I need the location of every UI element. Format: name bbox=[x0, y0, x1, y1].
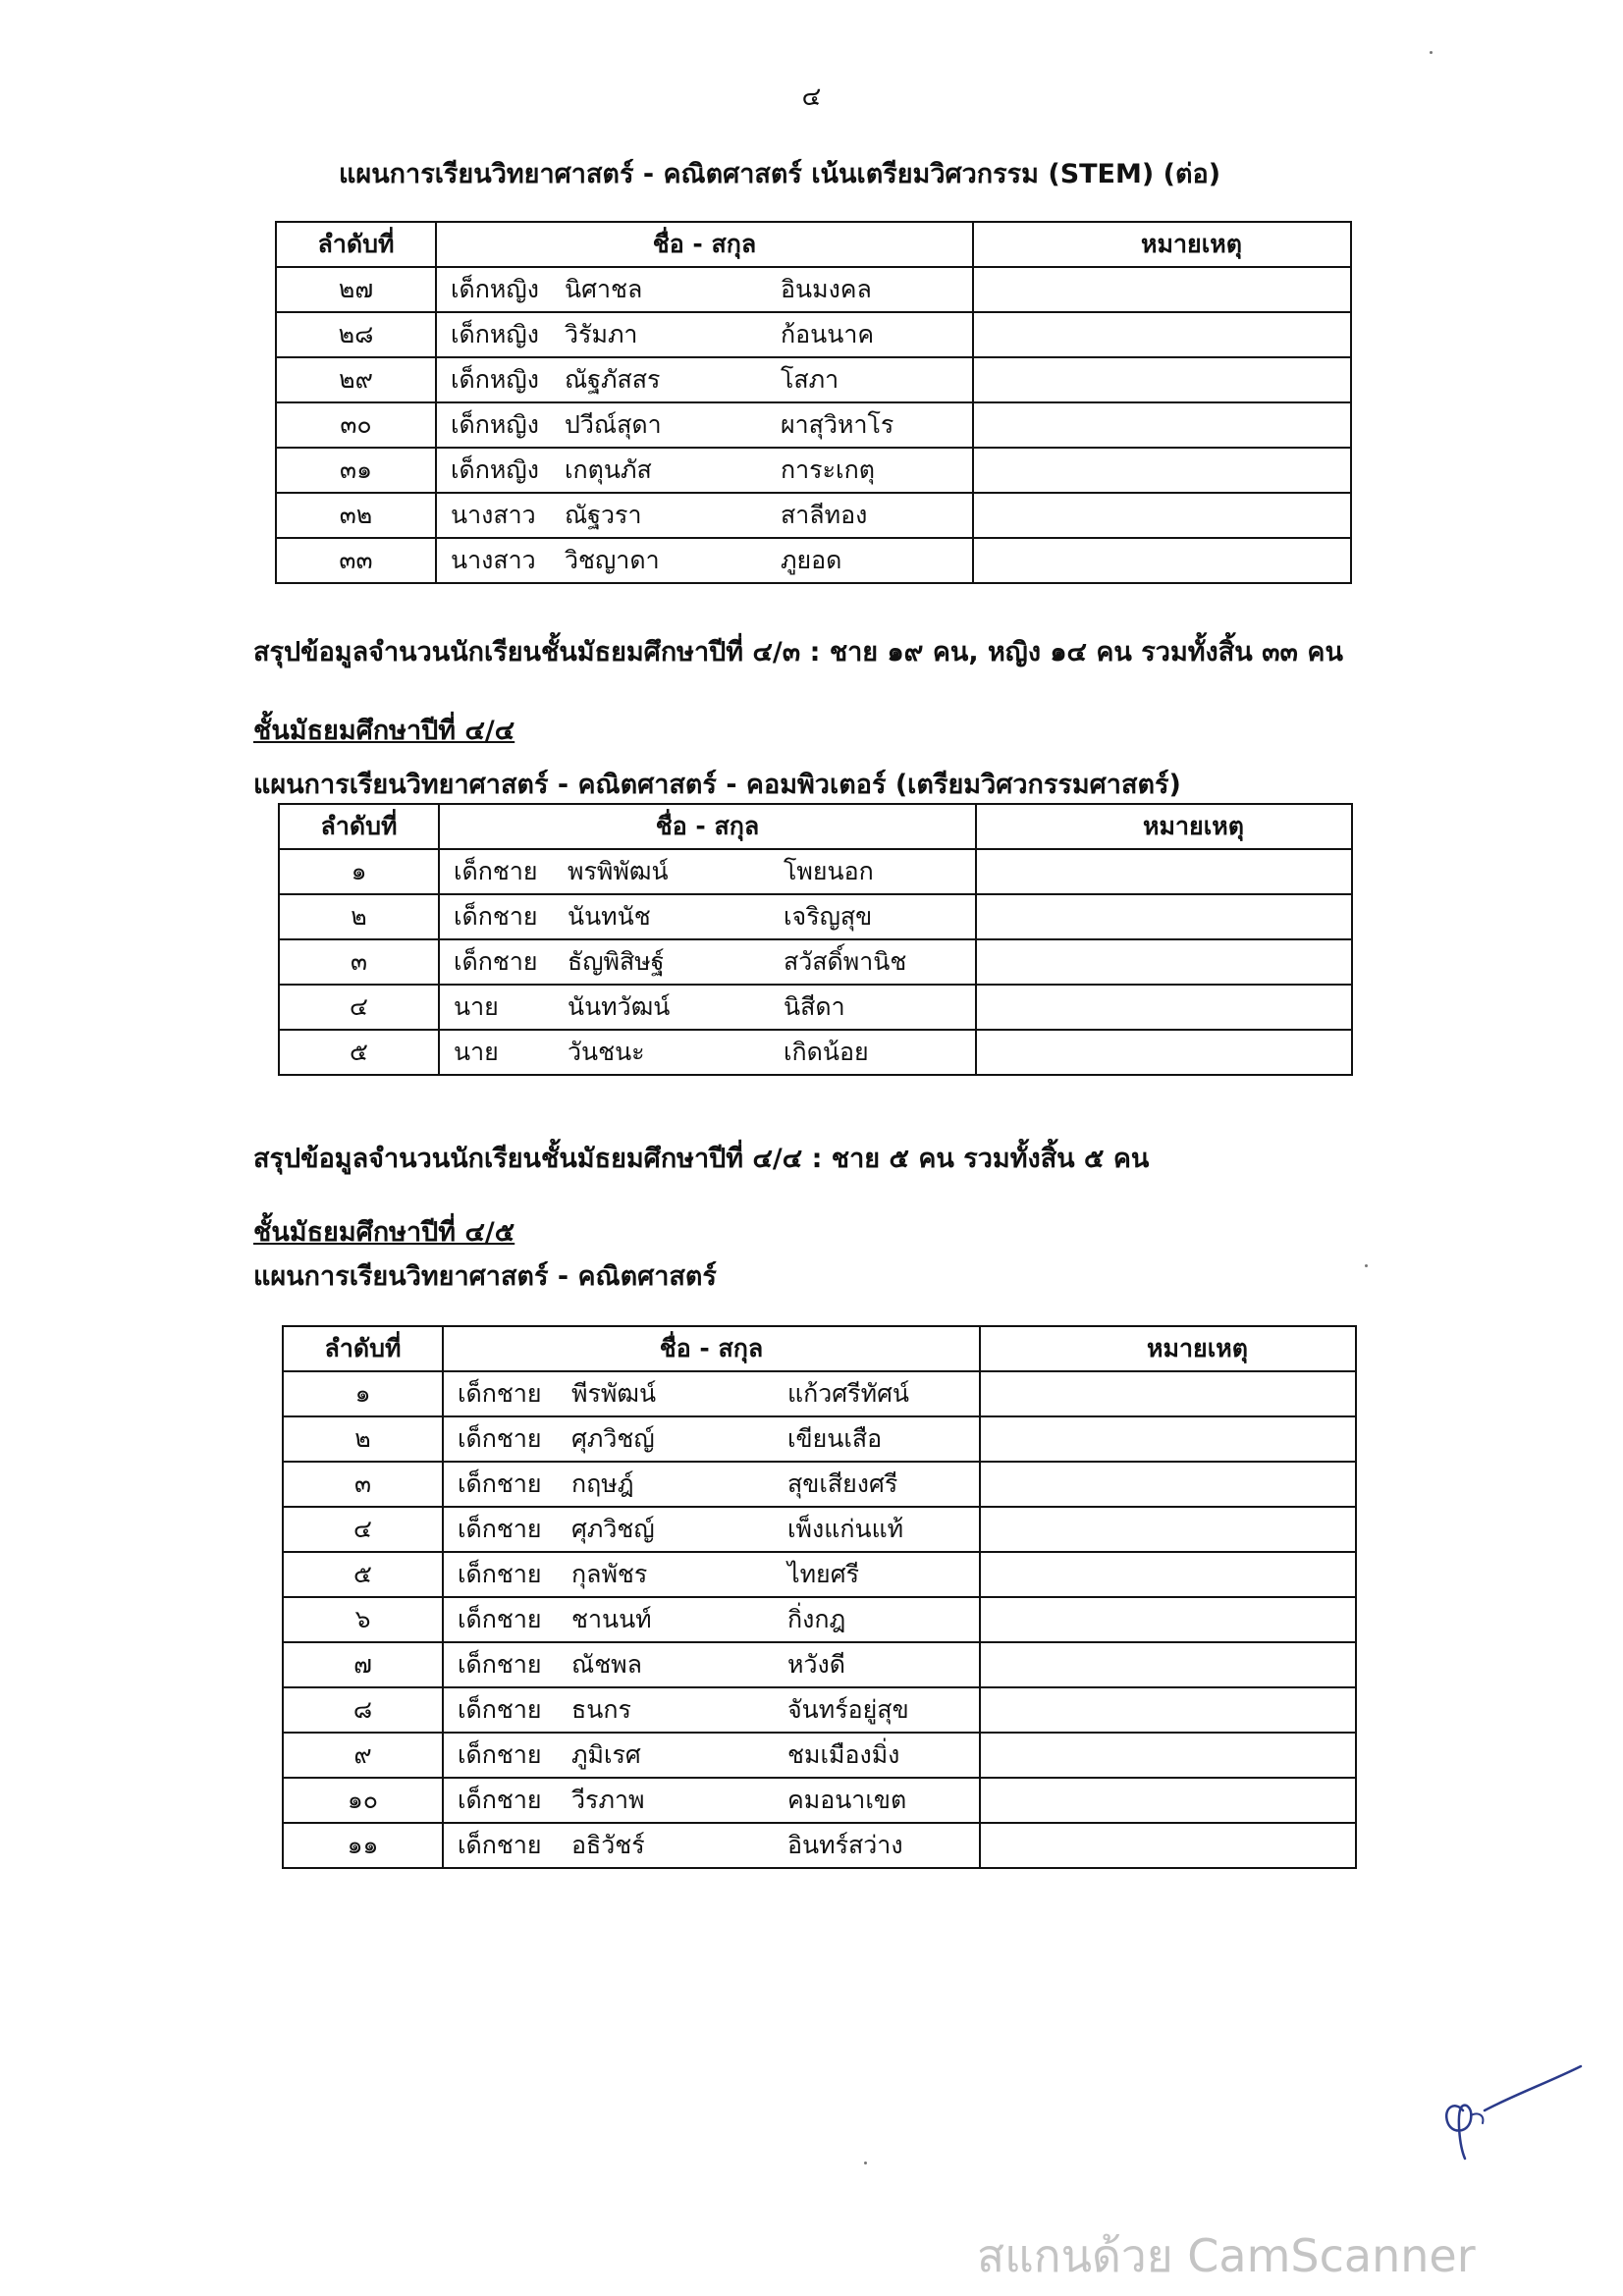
name-title: เด็กชาย bbox=[458, 1740, 542, 1769]
first-name: ภูมิเรศ bbox=[571, 1740, 641, 1769]
name-title: เด็กชาย bbox=[458, 1424, 542, 1453]
student-name bbox=[443, 1642, 980, 1687]
note-cell bbox=[976, 985, 1352, 1030]
first-name: วันชนะ bbox=[568, 1038, 645, 1066]
section-1-plan-heading: แผนการเรียนวิทยาศาสตร์ - คณิตศาสตร์ เน้นเตรียมวิศวกรรม (STEM) (ต่อ) bbox=[339, 159, 1221, 189]
note-cell bbox=[976, 894, 1352, 939]
table-row bbox=[283, 1778, 1356, 1823]
name-title: เด็กหญิง bbox=[451, 275, 539, 303]
summary-4-3: สรุปข้อมูลจำนวนนักเรียนชั้นมัธยมศึกษาปีที่ ๔/๓ : ชาย ๑๙ คน, หญิง ๑๔ คน รวมทั้งสิ้น ๓๓ คน bbox=[253, 637, 1343, 667]
note-cell bbox=[980, 1778, 1356, 1823]
table-row bbox=[283, 1597, 1356, 1642]
first-name: วิรัมภา bbox=[565, 320, 638, 348]
table-row bbox=[279, 1030, 1352, 1075]
table-row bbox=[283, 1552, 1356, 1597]
table-row bbox=[283, 1823, 1356, 1868]
row-number: ๕ bbox=[283, 1552, 443, 1597]
first-name: นิศาชล bbox=[565, 275, 643, 303]
column-header-no: ลำดับที่ bbox=[279, 804, 439, 849]
scan-speck bbox=[864, 2162, 867, 2164]
first-name: ณัฐภัสสร bbox=[565, 365, 661, 394]
table-row bbox=[283, 1462, 1356, 1507]
first-name: ณัฐวรา bbox=[565, 501, 642, 529]
last-name: ไทยศรี bbox=[787, 1560, 859, 1588]
row-number: ๙ bbox=[283, 1733, 443, 1778]
scan-speck bbox=[1365, 1264, 1368, 1267]
note-cell bbox=[980, 1416, 1356, 1462]
note-cell bbox=[976, 1030, 1352, 1075]
note-cell bbox=[976, 939, 1352, 985]
table-row bbox=[276, 493, 1351, 538]
student-name bbox=[443, 1371, 980, 1416]
name-title: นาย bbox=[454, 992, 499, 1021]
student-name bbox=[436, 538, 973, 583]
note-cell bbox=[980, 1733, 1356, 1778]
table-row bbox=[283, 1507, 1356, 1552]
row-number: ๘ bbox=[283, 1687, 443, 1733]
row-number: ๕ bbox=[279, 1030, 439, 1075]
name-title: เด็กชาย bbox=[454, 947, 538, 976]
row-number: ๔ bbox=[283, 1507, 443, 1552]
row-number: ๓ bbox=[283, 1462, 443, 1507]
first-name: วิชญาดา bbox=[565, 546, 660, 574]
first-name: ศุภวิชญ์ bbox=[571, 1515, 655, 1543]
name-title: นาย bbox=[454, 1038, 499, 1066]
last-name: สาลีทอง bbox=[781, 501, 868, 529]
row-number: ๒ bbox=[279, 894, 439, 939]
last-name: ชมเมืองมิ่ง bbox=[787, 1740, 900, 1769]
class-title-4-5: ชั้นมัธยมศึกษาปีที่ ๔/๕ bbox=[253, 1217, 515, 1248]
last-name: คมอนาเขต bbox=[787, 1786, 907, 1814]
name-title: เด็กชาย bbox=[458, 1379, 542, 1408]
note-cell bbox=[980, 1823, 1356, 1868]
note-cell bbox=[973, 493, 1351, 538]
name-title: นางสาว bbox=[451, 501, 536, 529]
column-header-note: หมายเหตุ bbox=[973, 222, 1351, 267]
row-number: ๑๐ bbox=[283, 1778, 443, 1823]
name-title: เด็กชาย bbox=[454, 857, 538, 885]
row-number: ๖ bbox=[283, 1597, 443, 1642]
name-title: เด็กชาย bbox=[454, 902, 538, 931]
row-number: ๒๘ bbox=[276, 312, 436, 357]
table-header-row bbox=[276, 222, 1351, 267]
section-2-plan-heading: แผนการเรียนวิทยาศาสตร์ - คณิตศาสตร์ - คอมพิวเตอร์ (เตรียมวิศวกรรมศาสตร์) bbox=[253, 770, 1181, 800]
table-row bbox=[276, 312, 1351, 357]
name-title: เด็กชาย bbox=[458, 1560, 542, 1588]
student-name bbox=[443, 1416, 980, 1462]
note-cell bbox=[980, 1642, 1356, 1687]
note-cell bbox=[980, 1552, 1356, 1597]
last-name: โสภา bbox=[781, 365, 839, 394]
student-name bbox=[443, 1687, 980, 1733]
first-name: ณัชพล bbox=[571, 1650, 642, 1679]
student-name bbox=[443, 1507, 980, 1552]
table-header-row bbox=[279, 804, 1352, 849]
scan-speck bbox=[1430, 51, 1433, 54]
name-title: เด็กชาย bbox=[458, 1650, 542, 1679]
last-name: จันทร์อยู่สุข bbox=[787, 1695, 909, 1724]
table-row bbox=[283, 1733, 1356, 1778]
column-header-name: ชื่อ - สกุล bbox=[436, 222, 973, 267]
name-title: เด็กหญิง bbox=[451, 410, 539, 439]
first-name: ธนกร bbox=[571, 1695, 631, 1724]
last-name: เจริญสุข bbox=[784, 902, 873, 931]
last-name: สุขเสียงศรี bbox=[787, 1469, 898, 1498]
table-row bbox=[279, 849, 1352, 894]
row-number: ๑ bbox=[283, 1371, 443, 1416]
last-name: ก้อนนาค bbox=[781, 320, 875, 348]
name-title: เด็กชาย bbox=[458, 1515, 542, 1543]
note-cell bbox=[973, 357, 1351, 402]
summary-4-4: สรุปข้อมูลจำนวนนักเรียนชั้นมัธยมศึกษาปีที่ ๔/๔ : ชาย ๕ คน รวมทั้งสิ้น ๕ คน bbox=[253, 1144, 1150, 1174]
student-name bbox=[439, 849, 976, 894]
row-number: ๓ bbox=[279, 939, 439, 985]
row-number: ๔ bbox=[279, 985, 439, 1030]
last-name: นิสีดา bbox=[784, 992, 845, 1021]
column-header-name: ชื่อ - สกุล bbox=[443, 1326, 980, 1371]
camscanner-watermark: สแกนด้วย CamScanner bbox=[977, 2229, 1476, 2282]
table-row bbox=[283, 1642, 1356, 1687]
row-number: ๓๓ bbox=[276, 538, 436, 583]
column-header-no: ลำดับที่ bbox=[276, 222, 436, 267]
first-name: ปวีณ์สุดา bbox=[565, 410, 662, 439]
first-name: ศุภวิชญ์ bbox=[571, 1424, 655, 1453]
column-header-note: หมายเหตุ bbox=[976, 804, 1352, 849]
note-cell bbox=[980, 1507, 1356, 1552]
note-cell bbox=[973, 267, 1351, 312]
last-name: หวังดี bbox=[787, 1650, 845, 1679]
note-cell bbox=[980, 1687, 1356, 1733]
note-cell bbox=[973, 538, 1351, 583]
note-cell bbox=[980, 1462, 1356, 1507]
row-number: ๑ bbox=[279, 849, 439, 894]
row-number: ๓๐ bbox=[276, 402, 436, 448]
first-name: พีรพัฒน์ bbox=[571, 1379, 657, 1408]
last-name: สวัสดิ์พานิช bbox=[784, 947, 907, 976]
student-name bbox=[436, 402, 973, 448]
student-name bbox=[439, 894, 976, 939]
name-title: เด็กหญิง bbox=[451, 365, 539, 394]
first-name: นันทนัช bbox=[568, 902, 651, 931]
first-name: ชานนท์ bbox=[571, 1605, 652, 1633]
last-name: เพ็งแก่นแท้ bbox=[787, 1515, 904, 1543]
student-name bbox=[443, 1733, 980, 1778]
name-title: เด็กหญิง bbox=[451, 455, 539, 484]
student-name bbox=[439, 985, 976, 1030]
class-title-4-4: ชั้นมัธยมศึกษาปีที่ ๔/๔ bbox=[253, 716, 515, 746]
student-name bbox=[443, 1778, 980, 1823]
last-name: เขียนเสือ bbox=[787, 1424, 883, 1453]
last-name: กิ่งกฎ bbox=[787, 1605, 846, 1633]
student-name bbox=[436, 267, 973, 312]
table-row bbox=[279, 894, 1352, 939]
signature-icon bbox=[1434, 2056, 1600, 2174]
first-name: กุลพัชร bbox=[571, 1560, 648, 1588]
row-number: ๓๑ bbox=[276, 448, 436, 493]
last-name: โพยนอก bbox=[784, 857, 874, 885]
student-name bbox=[439, 939, 976, 985]
last-name: อินมงคล bbox=[781, 275, 872, 303]
student-name bbox=[443, 1597, 980, 1642]
row-number: ๒ bbox=[283, 1416, 443, 1462]
page-number: ๔ bbox=[801, 82, 822, 112]
table-row bbox=[276, 538, 1351, 583]
first-name: อธิวัชร์ bbox=[571, 1831, 645, 1859]
last-name: การะเกตุ bbox=[781, 455, 875, 484]
note-cell bbox=[973, 402, 1351, 448]
student-name bbox=[436, 448, 973, 493]
table-row bbox=[283, 1371, 1356, 1416]
first-name: นันทวัฒน์ bbox=[568, 992, 671, 1021]
name-title: เด็กหญิง bbox=[451, 320, 539, 348]
roster-table-4-5 bbox=[282, 1325, 1357, 1869]
roster-table-4-3 bbox=[275, 221, 1352, 584]
name-title: เด็กชาย bbox=[458, 1605, 542, 1633]
column-header-no: ลำดับที่ bbox=[283, 1326, 443, 1371]
row-number: ๒๗ bbox=[276, 267, 436, 312]
table-row bbox=[276, 448, 1351, 493]
student-name bbox=[436, 493, 973, 538]
last-name: เกิดน้อย bbox=[784, 1038, 869, 1066]
student-name bbox=[436, 312, 973, 357]
last-name: อินทร์สว่าง bbox=[787, 1831, 903, 1859]
student-name bbox=[443, 1552, 980, 1597]
column-header-name: ชื่อ - สกุล bbox=[439, 804, 976, 849]
table-header-row bbox=[283, 1326, 1356, 1371]
first-name: เกตุนภัส bbox=[565, 455, 652, 484]
name-title: เด็กชาย bbox=[458, 1786, 542, 1814]
table-row bbox=[276, 267, 1351, 312]
name-title: เด็กชาย bbox=[458, 1831, 542, 1859]
note-cell bbox=[973, 448, 1351, 493]
table-row bbox=[276, 357, 1351, 402]
table-row bbox=[283, 1416, 1356, 1462]
table-row bbox=[283, 1687, 1356, 1733]
column-header-note: หมายเหตุ bbox=[980, 1326, 1356, 1371]
name-title: นางสาว bbox=[451, 546, 536, 574]
first-name: วีรภาพ bbox=[571, 1786, 645, 1814]
row-number: ๓๒ bbox=[276, 493, 436, 538]
table-row bbox=[276, 402, 1351, 448]
student-name bbox=[443, 1823, 980, 1868]
note-cell bbox=[976, 849, 1352, 894]
first-name: กฤษฎ์ bbox=[571, 1469, 634, 1498]
last-name: ภูยอด bbox=[781, 546, 842, 574]
note-cell bbox=[980, 1371, 1356, 1416]
roster-table-4-4 bbox=[278, 803, 1353, 1076]
last-name: ผาสุวิหาโร bbox=[781, 410, 894, 439]
student-name bbox=[436, 357, 973, 402]
last-name: แก้วศรีทัศน์ bbox=[787, 1379, 910, 1408]
name-title: เด็กชาย bbox=[458, 1469, 542, 1498]
table-row bbox=[279, 985, 1352, 1030]
row-number: ๗ bbox=[283, 1642, 443, 1687]
note-cell bbox=[980, 1597, 1356, 1642]
section-3-plan-heading: แผนการเรียนวิทยาศาสตร์ - คณิตศาสตร์ bbox=[253, 1261, 717, 1292]
first-name: พรพิพัฒน์ bbox=[568, 857, 669, 885]
table-row bbox=[279, 939, 1352, 985]
row-number: ๑๑ bbox=[283, 1823, 443, 1868]
name-title: เด็กชาย bbox=[458, 1695, 542, 1724]
student-name bbox=[439, 1030, 976, 1075]
student-name bbox=[443, 1462, 980, 1507]
note-cell bbox=[973, 312, 1351, 357]
row-number: ๒๙ bbox=[276, 357, 436, 402]
first-name: ธัญพิสิษฐ์ bbox=[568, 947, 665, 976]
